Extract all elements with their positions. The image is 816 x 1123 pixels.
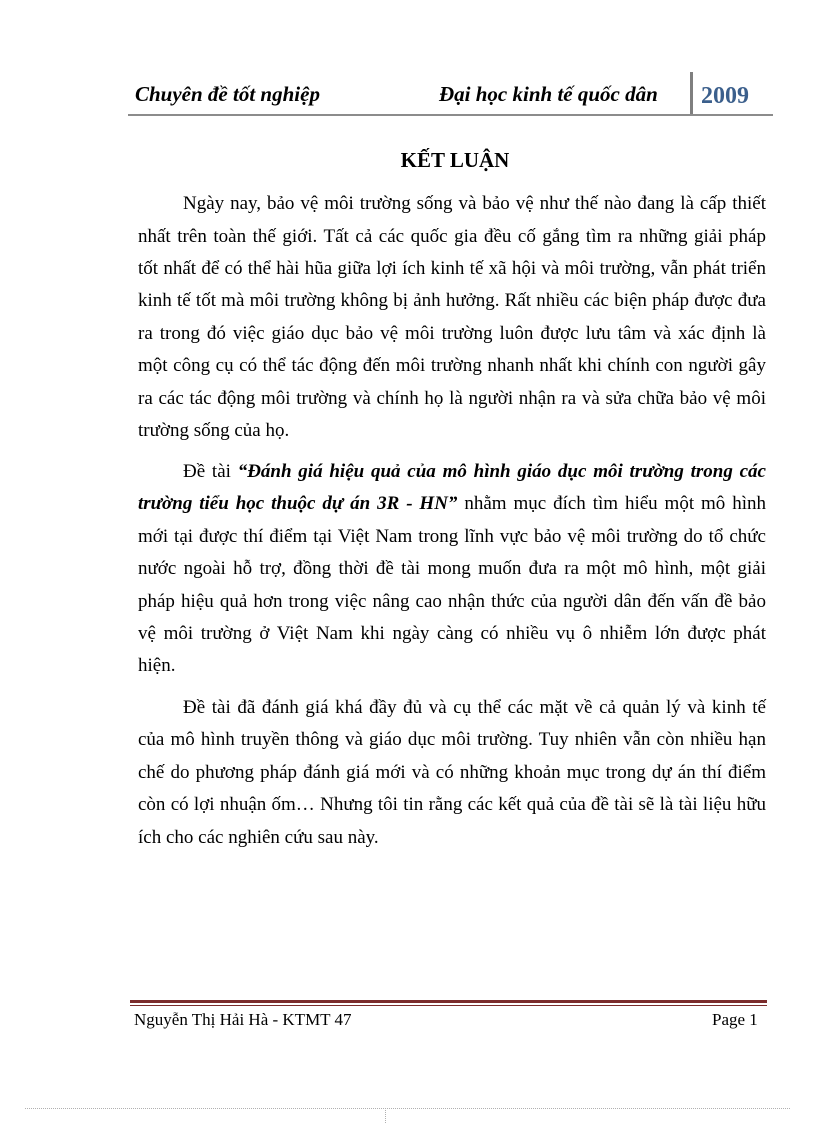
para3-line4: còn có lợi nhuận ốm… Nhưng tôi tin rằng các kết quả của đề tài sẽ là tài liệu hữu (138, 794, 766, 815)
header-subject: Chuyên đề tốt nghiệp (135, 82, 320, 106)
para2-topic-title-part1: “Đánh giá hiệu quả của mô hình giáo dục môi trường trong các (237, 461, 766, 482)
para3-line1: Đề tài đã đánh giá khá đầy đủ và cụ thể các mặt về cả quản lý và kinh tế (183, 697, 766, 718)
footer-rule-thin (130, 1005, 767, 1006)
para2-line4: nước ngoài hỗ trợ, đồng thời đề tài mong muốn đưa ra một mô hình, một giải (138, 558, 766, 579)
para2-prefix: Đề tài (183, 461, 238, 482)
footer-page-number: Page 1 (712, 1010, 758, 1029)
para2-topic-title-part2: trường tiểu học thuộc dự án 3R - HN” (138, 493, 458, 514)
page-boundary-marker (385, 1108, 386, 1123)
footer-author: Nguyễn Thị Hải Hà - KTMT 47 (134, 1010, 352, 1029)
para1-line4: kinh tế tốt mà môi trường không bị ảnh hưởng. Rất nhiều các biện pháp được đưa (138, 290, 766, 311)
para2-line5: pháp hiệu quả hơn trong việc nâng cao nhận thức của người dân đến vấn đề bảo (138, 591, 766, 612)
para2-line2-rest: nhằm mục đích tìm hiểu một mô hình (457, 493, 766, 514)
page-header (128, 72, 773, 116)
para1-line7: ra các tác động môi trường và chính họ là người nhận ra và sửa chữa bảo vệ môi (138, 388, 766, 409)
header-divider (690, 72, 693, 114)
para1-line3: tốt nhất để có thể hài hũa giữa lợi ích kinh tế xã hội và môi trường, vẫn phát triển (138, 258, 766, 279)
para2-line6: vệ môi trường ở Việt Nam khi ngày càng có nhiều vụ ô nhiễm lớn được phát (138, 623, 766, 644)
para3-line3: chế do phương pháp đánh giá mới và có những khoản mục trong dự án thí điểm (138, 762, 766, 783)
para1-line5: ra trong đó việc giáo dục bảo vệ môi trường luôn được lưu tâm và xác định là (138, 323, 766, 344)
para3-line2: của mô hình truyền thông và giáo dục môi trường. Tuy nhiên vẫn còn nhiều hạn (138, 729, 766, 750)
para2-line7: hiện. (138, 655, 176, 676)
para1-line8: trường sống của họ. (138, 420, 290, 441)
para1-line1: Ngày nay, bảo vệ môi trường sống và bảo vệ như thế nào đang là cấp thiết (183, 193, 766, 214)
header-university: Đại học kinh tế quốc dân (439, 82, 658, 106)
para1-line6: một công cụ có thể tác động đến môi trường nhanh nhất khi chính con người gây (138, 355, 766, 376)
para2-line3: mới tại được thí điểm tại Việt Nam trong lĩnh vực bảo vệ môi trường do tổ chức (138, 526, 766, 547)
para3-line5: ích cho các nghiên cứu sau này. (138, 827, 379, 848)
page-title: KẾT LUẬN (400, 148, 510, 172)
footer-rule-thick (130, 1000, 767, 1003)
para2-line2 (138, 493, 766, 515)
para2-line1 (183, 461, 766, 483)
para1-line2: nhất trên toàn thế giới. Tất cả các quốc gia đều cố gắng tìm ra những giải pháp (138, 226, 766, 247)
header-rule (128, 114, 773, 116)
page-boundary (25, 1108, 790, 1109)
header-year: 2009 (701, 83, 749, 109)
